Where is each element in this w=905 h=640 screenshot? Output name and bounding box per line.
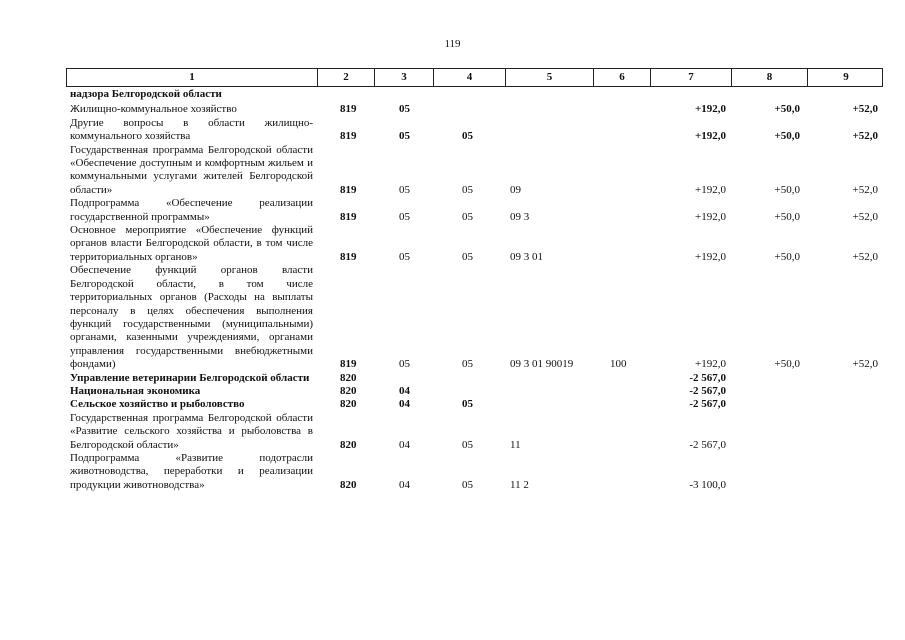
cell-s9: +52,0 — [852, 358, 878, 371]
row-description: Подпрограмма «Развитие подотрасли животноводства, переработки и реализации продукции животноводства» — [70, 451, 313, 491]
row-description: Подпрограмма «Обеспечение реализации государственной программы» — [70, 197, 313, 223]
cell-s7: +192,0 — [695, 358, 726, 371]
cell-pr: 05 — [462, 358, 473, 371]
cell-csr: 09 3 — [510, 210, 530, 223]
cell-rz: 05 — [399, 130, 410, 143]
cell-adm: 820 — [340, 371, 357, 384]
row-description: надзора Белгородской области — [70, 88, 222, 100]
table-row — [0, 412, 905, 452]
cell-adm: 819 — [340, 250, 357, 263]
cell-s9: +52,0 — [852, 250, 878, 263]
row-description: Управление ветеринарии Белгородской области — [70, 371, 310, 384]
cell-s7: -2 567,0 — [689, 371, 726, 384]
header-col-8: 8 — [732, 69, 808, 86]
header-col-4: 4 — [434, 69, 506, 86]
cell-adm: 820 — [340, 438, 357, 451]
cell-rz: 05 — [399, 210, 410, 223]
cell-s9: +52,0 — [852, 130, 878, 143]
cell-rz: 05 — [399, 250, 410, 263]
table-body — [0, 88, 905, 492]
header-col-9: 9 — [843, 71, 849, 83]
cell-pr: 05 — [462, 438, 473, 451]
table-row — [0, 103, 905, 116]
cell-rz: 04 — [399, 384, 410, 397]
cell-csr: 09 — [510, 183, 521, 196]
cell-s8: +50,0 — [774, 103, 800, 116]
cell-s8: +50,0 — [774, 250, 800, 263]
table-row — [0, 224, 905, 264]
table-row — [0, 88, 905, 101]
cell-s8: +50,0 — [774, 358, 800, 371]
row-description: Основное мероприятие «Обеспечение функций органов власти Белгородской области, в том числе территориальных органов» — [70, 224, 313, 263]
row-description: Другие вопросы в области жилищно-коммунального хозяйства — [70, 116, 313, 143]
table-header — [66, 68, 883, 87]
cell-s8: +50,0 — [774, 210, 800, 223]
cell-pr: 05 — [462, 183, 473, 196]
cell-s7: +192,0 — [694, 103, 726, 116]
cell-adm: 819 — [340, 103, 357, 116]
row-description: Сельское хозяйство и рыболовство — [70, 398, 245, 411]
cell-s7: -2 567,0 — [689, 384, 726, 397]
table-row — [0, 398, 905, 411]
cell-adm: 819 — [340, 183, 357, 196]
header-col-3: 3 — [375, 69, 434, 86]
header-col-7: 7 — [651, 69, 732, 86]
cell-rz: 05 — [399, 183, 410, 196]
header-col-2: 2 — [318, 69, 375, 86]
cell-adm: 820 — [340, 384, 357, 397]
page-number: 119 — [444, 38, 461, 50]
cell-adm: 820 — [340, 478, 357, 491]
row-description: Государственная программа Белгородской области «Обеспечение доступным и комфортным жильем и коммунальными услугами жителей Белгородской области» — [70, 143, 313, 196]
cell-adm: 820 — [340, 398, 357, 411]
cell-rz: 04 — [399, 398, 410, 411]
cell-csr: 09 3 01 — [510, 250, 543, 263]
cell-s9: +52,0 — [852, 103, 878, 116]
row-description: Жилищно-коммунальное хозяйство — [70, 103, 237, 116]
cell-pr: 05 — [462, 398, 473, 411]
cell-s7: +192,0 — [695, 183, 726, 196]
cell-adm: 819 — [340, 358, 357, 371]
cell-rz: 04 — [399, 478, 410, 491]
row-description: Обеспечение функций органов власти Белгородской области, в том числе территориальных органов (Расходы на выплаты персоналу в целях обеспечения выполнения функций государственными (муниципальными) органами, казенными учреждениями, органами управления государственными внебюджетными фондами) — [70, 264, 313, 371]
cell-adm: 819 — [340, 130, 357, 143]
table-row — [0, 144, 905, 198]
cell-s7: +192,0 — [695, 250, 726, 263]
cell-s7: -3 100,0 — [689, 478, 726, 491]
cell-s9: +52,0 — [852, 210, 878, 223]
cell-pr: 05 — [462, 130, 473, 143]
cell-s9: +52,0 — [852, 183, 878, 196]
header-col-1: 1 — [67, 69, 318, 86]
cell-csr: 11 2 — [510, 478, 529, 491]
cell-vr: 100 — [610, 358, 627, 371]
cell-pr: 05 — [462, 478, 473, 491]
header-col-6: 6 — [594, 69, 651, 86]
cell-pr: 05 — [462, 210, 473, 223]
table-row — [0, 385, 905, 398]
table-row — [0, 117, 905, 144]
cell-csr: 11 — [510, 438, 521, 451]
header-col-5: 5 — [506, 69, 594, 86]
table-row — [0, 372, 905, 385]
cell-s7: -2 567,0 — [689, 438, 726, 451]
cell-rz: 05 — [399, 358, 410, 371]
row-description: Национальная экономика — [70, 384, 201, 397]
cell-s8: +50,0 — [774, 130, 800, 143]
cell-adm: 819 — [340, 210, 357, 223]
row-description: Государственная программа Белгородской области «Развитие сельского хозяйства и рыболовства в Белгородской области» — [70, 411, 313, 451]
cell-s7: +192,0 — [695, 210, 726, 223]
cell-s7: +192,0 — [694, 130, 726, 143]
table-row — [0, 197, 905, 224]
cell-s8: +50,0 — [774, 183, 800, 196]
cell-rz: 04 — [399, 438, 410, 451]
cell-pr: 05 — [462, 250, 473, 263]
table-row — [0, 452, 905, 492]
cell-csr: 09 3 01 90019 — [510, 358, 574, 371]
cell-s7: -2 567,0 — [689, 398, 726, 411]
cell-rz: 05 — [399, 103, 410, 116]
table-row — [0, 264, 905, 371]
